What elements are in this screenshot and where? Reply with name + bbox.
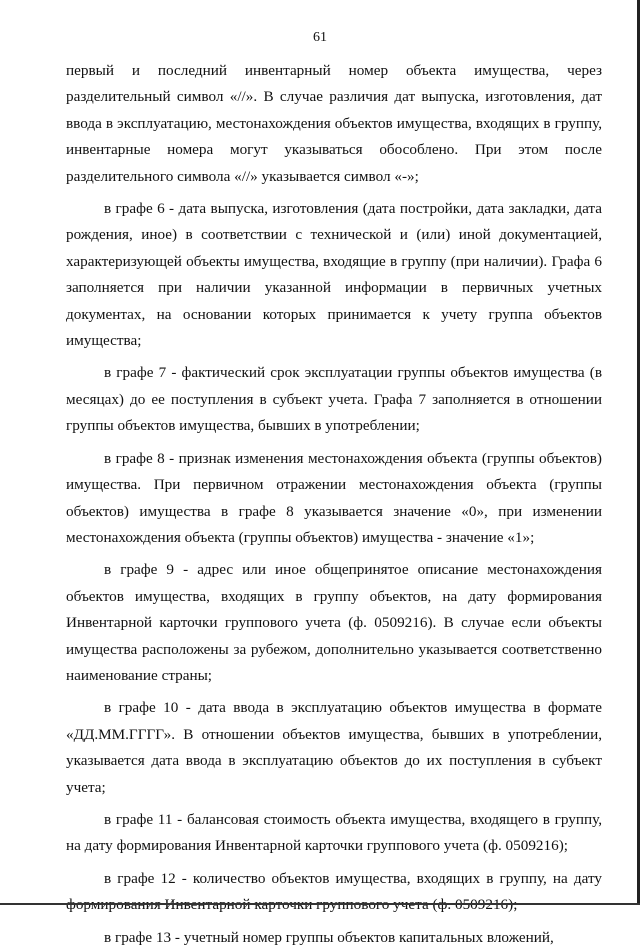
paragraph-column-11: в графе 11 - балансовая стоимость объекта имущества, входящего в группу, на дату формирования Инвентарной карточки группового учета (ф. 0509216); [66, 810, 602, 855]
page-number: 61 [313, 30, 327, 45]
paragraph-column-12: в графе 12 - количество объектов имущества, входящих в группу, на дату [104, 869, 602, 887]
paragraph-column-7: в графе 7 - фактический срок эксплуатации группы объектов имущества (в месяцах) до ее поступления в субъект учета. Графа 7 заполняется в отношении группы объектов имущества, бывших в употреблении; [66, 364, 602, 435]
paragraph-continuation: первый и последний инвентарный номер объекта имущества, через разделительный символ «//». В случае различия дат выпуска, изготовления, дат ввода в эксплуатацию, местонахождения объектов имущества, входящих в группу, инвентарные номера могут указываться обособлено. При этом после разделительного символа «//» указывается символ «-»; [66, 62, 602, 185]
document-body [66, 58, 602, 951]
paragraph-column-8: в графе 8 - признак изменения местонахождения объекта (группы объектов) имущества. При первичном отражении местонахождения объекта (группы объектов) имущества в графе 8 указывается значение «0», при изменении местонахождения объекта (группы объектов) имущества - значение «1»; [66, 449, 602, 546]
paragraph-column-6: в графе 6 - дата выпуска, изготовления (дата постройки, дата закладки, дата рождения, иное) в соответствии с технической и (или) иной документацией, характеризующей объекты имущества, входящие в группу (при наличии). Графа 6 заполняется при наличии указанной информации в первичных учетных документах, на основании которых принимается к учету группа объектов имущества; [66, 200, 602, 350]
paragraph-column-13: в графе 13 - учетный номер группы объектов капитальных вложений, [104, 928, 554, 946]
paragraph-column-9: в графе 9 - адрес или иное общепринятое описание местонахождения объектов имущества, входящих в группу объектов, на дату формирования Инвентарной карточки группового учета (ф. 0509216). В случае если объекты имущества расположены за рубежом, дополнительно указывается соответственно наименование страны; [66, 561, 602, 684]
paragraph-column-10: в графе 10 - дата ввода в эксплуатацию объектов имущества в формате «ДД.ММ.ГГГГ». В отношении объектов имущества, бывших в употреблении, указывается дата ввода в эксплуатацию объектов до их поступления в субъект учета; [66, 699, 602, 796]
